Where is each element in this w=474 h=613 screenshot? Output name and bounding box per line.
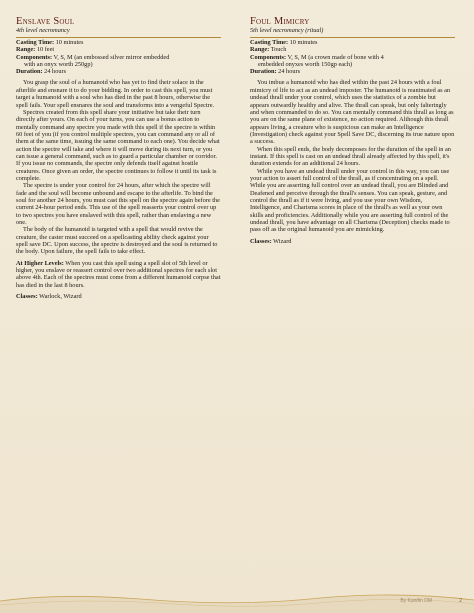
paragraph: The spectre is under your control for 24 hours, after which the spectre will fade and the soul will become unbound and escape to the afterlife. To bind the soul for another 24 hours, you must cast this spell on the spectre again before the current 24-hour period ends. This use of the spell reasserts your control over up to two spectres you have enslaved with this spell, rather than enslaving a new one. bbox=[16, 182, 220, 227]
footer-credit: By Kanifin DM bbox=[400, 598, 432, 604]
duration: Duration: 24 hours bbox=[250, 68, 301, 76]
casting-time: Casting Time: 10 minutes bbox=[16, 39, 84, 46]
spell-subtitle: 4th level necromancy bbox=[16, 27, 70, 34]
paragraph: The body of the humanoid is targeted with a spell that would revive the creature, the caster must succeed on a spellcasting ability check against your spell save DC. Upon success, the spectre is destroyed and the soul is returned to the body. Upon failure, the spell fails to take effect. bbox=[16, 226, 218, 256]
paragraph: When this spell ends, the body decomposes for the duration of the spell in an instant. If this spell is cast on an undead thrall already affected by this spell, it's duration extends for an additional 24 hours. bbox=[250, 145, 451, 168]
right-column bbox=[250, 16, 455, 245]
range: Range: 10 feet bbox=[16, 46, 55, 54]
left-column bbox=[16, 16, 221, 300]
duration: Duration: 24 hours bbox=[16, 68, 67, 76]
paragraph: You imbue a humanoid who has died within the past 24 hours with a foul mimicry of life to act as an undead imposter. The humanoid is reanimated as an undead thrall under your control, which uses the statistics of a zombie but appears outwardly healthy and alive. The thrall can speak, but only falteringly and when commanded to do so. You can mentally command this thrall as long as you are on the same plane of existence, no action required. Although this thrall appears living, a creature who is suspicious can make an Intelligence (Investigation) check against your Spell Save DC, discerning its true nature upon a success. bbox=[250, 79, 455, 146]
casting-time: Casting Time: 10 minutes bbox=[250, 39, 318, 46]
classes: Classes: Warlock, Wizard bbox=[16, 293, 82, 301]
paragraph: You grasp the soul of a humanoid who has yet to find their solace in the afterlife and ensnare it to do your bidding. In order to cast this spell, you must target a humanoid with a soul who has died in the past 8 hours, otherwise the spell fails. Your spell ensnares the soul and transforms into a vengeful Spectre. bbox=[16, 79, 215, 109]
range: Range: Touch bbox=[250, 46, 287, 54]
title-divider bbox=[250, 37, 455, 38]
classes: Classes: Wizard bbox=[250, 237, 292, 245]
components: Components: V, S, M (a crown made of bone with 4 embedded onyxes worth 150gp each) bbox=[250, 53, 384, 68]
components: Components: V, S, M (an embossed silver mirror embedded with an onyx worth 250gp) bbox=[16, 53, 170, 68]
spell-title: Enslave Soul bbox=[16, 16, 75, 27]
paragraph: While you have an undead thrall under your control in this way, you can use your action to assert full control of the thrall, as if concentrating on a spell. While you are asserting full control over an undead thrall, you are Blinded and Deafened and perceive through the thrall's senses. You can speak, gesture, and control the thrall as if it were living, and you use your own Wisdom, Intelligence, and Charisma scores in place of the thrall's as well as your own skills and proficiencies. Additionally while you are asserting full control of the undead thrall, you have advantage on all Charisma (Deception) checks made to pass off as the original humanoid you are mimicking. bbox=[250, 167, 450, 234]
title-divider bbox=[16, 37, 221, 38]
paragraph: Spectres created from this spell share your initiative but take their turn directly after yours. On each of your turns, you can use a bonus action to mentally command any spectre you made with this spell if the spectre is within 60 feet of you (if you control multiple spectres, you can command any or all of them at the same time, issuing the same command to each one). You decide what action the spectre will take and where it will move during its next turn, or you can issue a general command, such as to guard a particular chamber or corridor. If you issue no commands, the spectre only defends itself against hostile creatures. Once given an order, the spectre continues to follow it until its task is complete. bbox=[16, 108, 220, 182]
higher-levels: At Higher Levels: When you cast this spell using a spell slot of 5th level or higher, you enslave or reassert control over two additional spectres for each slot above 4th. Each of the spectres must come from a different humanoid corpse that has died in the last 8 hours. bbox=[16, 259, 221, 289]
spell-title: Foul Mimicry bbox=[250, 16, 310, 27]
page-number: 2 bbox=[459, 598, 462, 604]
spell-subtitle: 5th level necromancy (ritual) bbox=[250, 27, 324, 34]
